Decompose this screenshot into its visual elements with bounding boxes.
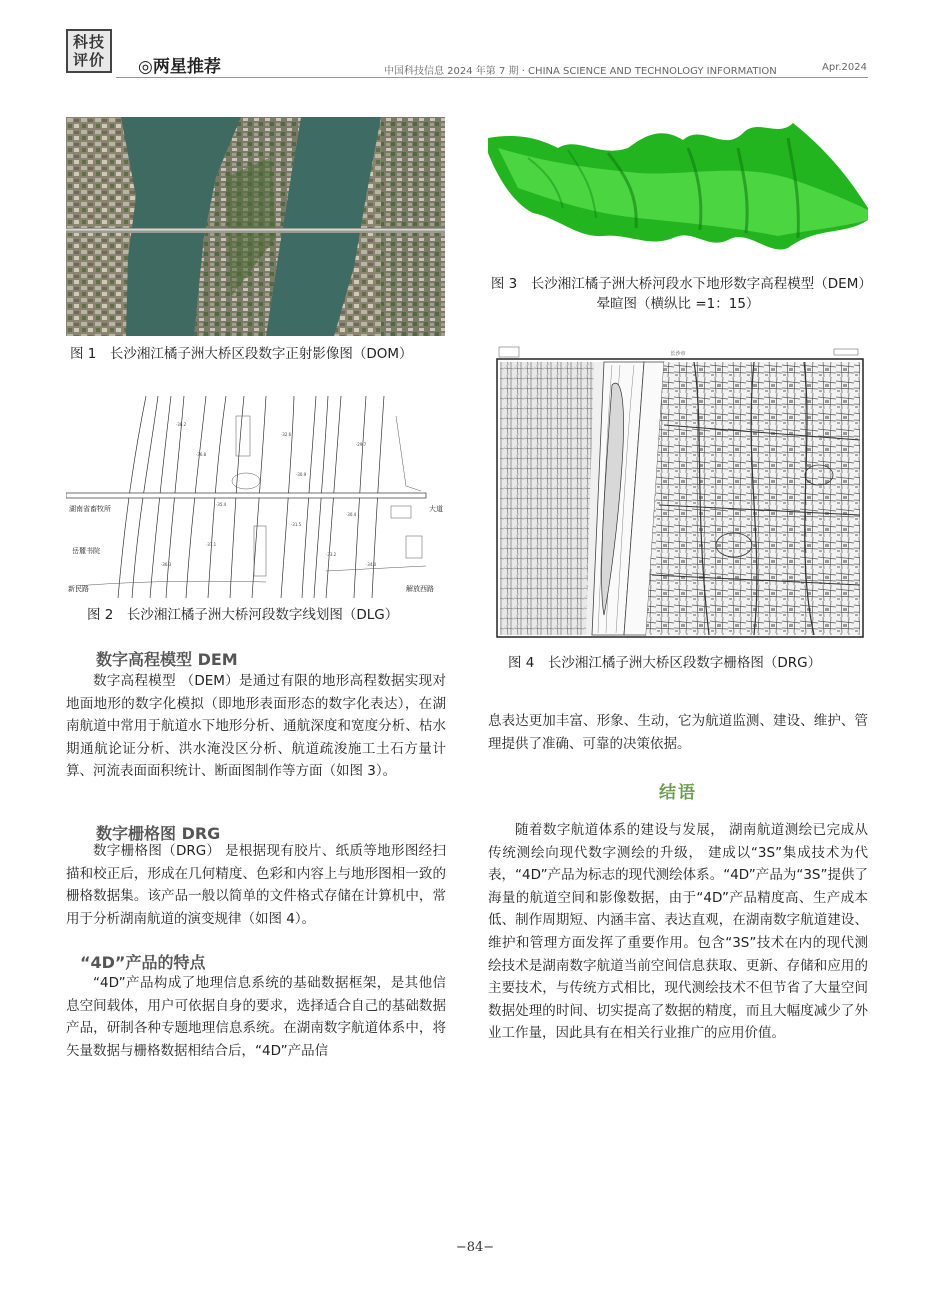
heading-dem: 数字高程模型 DEM (96, 650, 238, 669)
heading-4d-features: “4D”产品的特点 (80, 953, 206, 972)
figure-2-caption: 图 2 长沙湘江橘子洲大桥河段数字线划图（DLG） (87, 607, 399, 623)
figure-2-dlg-map (66, 396, 456, 598)
paragraph-drg: 数字栅格图（DRG） 是根据现有胶片、纸质等地形图经扫描和校正后，形成在几何精度、色彩和内容上与地形图相一致的栅格数据集。该产品一般以简单的文件格式存储在计算机中，常用于分析湖南航道的演变规律（如图 4）。 (66, 843, 446, 927)
svg-text:·30.9: ·30.9 (296, 472, 307, 477)
page-number: −84− (455, 1240, 495, 1255)
dlg-line-drawing (66, 396, 456, 598)
paragraph-continued: 息表达更加丰富、形象、生动，它为航道监测、建设、维护、管理提供了准确、可靠的决策依据。 (488, 713, 868, 752)
svg-text:·35.4: ·35.4 (216, 502, 227, 507)
journal-logo (66, 29, 112, 73)
svg-text:·31.5: ·31.5 (291, 522, 302, 527)
issue-date: Apr.2024 (822, 62, 868, 73)
dom-aerial-photo (66, 117, 445, 336)
svg-text:·36.3: ·36.3 (161, 562, 172, 567)
figure-4-drg-map (494, 345, 866, 641)
dem-shaded-relief (488, 118, 868, 262)
map-label-husbandry-institute: 湖南省畜牧所 (69, 505, 111, 513)
paragraph-conclusion: 随着数字航道体系的建设与发展， 湖南航道测绘已完成从传统测绘向现代数字测绘的升级， 建成以“3S”集成技术为代表，“4D”产品为标志的现代测绘体系。“4D”产品为“3S”提供了海量的航道空间和影像数据，由于“4D”产品精度高、生产成本低、制作周期短、内涵丰富、表达直观，在湖南数字航道建设、维护和管理方面发挥了重要作用。包含“3S”技术在内的现代测绘技术是湖南数字航道当前空间信息获取、更新、存储和应用的主要技术，与传统方式相比，现代测绘技术不但节省了大量空间数据处理的时间、切实提高了数据的精度，而且大幅度减少了外业工作量，因此具有在相关行业推广的应用价值。 (488, 822, 868, 1042)
svg-text:长沙市: 长沙市 (670, 351, 686, 357)
svg-text:·29.7: ·29.7 (356, 442, 367, 447)
paragraph-4d-features: “4D”产品构成了地理信息系统的基础数据框架，是其他信息空间载体，用户可依据自身的要求，选择适合自己的基础数据产品，研制各种专题地理信息系统。在湖南数字航道体系中，将矢量数据与栅格数据相结合后，“4D”产品信 (66, 975, 446, 1059)
map-label-avenue: 大道 (429, 505, 443, 513)
figure-1-caption: 图 1 长沙湘江橘子洲大桥区段数字正射影像图（DOM） (70, 346, 413, 362)
svg-text:·33.2: ·33.2 (326, 552, 337, 557)
figure-4-caption: 图 4 长沙湘江橘子洲大桥区段数字栅格图（DRG） (508, 655, 822, 671)
svg-text:·37.1: ·37.1 (206, 542, 217, 547)
svg-text:·34.0: ·34.0 (366, 562, 377, 567)
map-label-yuelu-academy: 岳麓书院 (72, 547, 100, 555)
svg-text:·30.4: ·30.4 (346, 512, 357, 517)
logo-line-2: 评价 (72, 51, 105, 69)
drg-raster-map (494, 345, 866, 641)
header-rule (116, 77, 868, 78)
journal-name: 中国科技信息 2024 年第 7 期 · CHINA SCIENCE AND TECHNOLOGY INFORMATION (384, 66, 777, 77)
figure-3-dem-model (488, 118, 868, 262)
svg-text:·38.2: ·38.2 (176, 422, 187, 427)
figure-1-dom-image (66, 117, 445, 336)
heading-conclusion: 结语 (659, 783, 697, 803)
figure-3-caption: 图 3 长沙湘江橘子洲大桥河段水下地形数字高程模型（DEM）晕暄图（横纵比 =1：15） (490, 276, 866, 312)
heading-drg: 数字栅格图 DRG (96, 824, 221, 843)
column-title: ◎两星推荐 (138, 57, 221, 77)
paragraph-dem: 数字高程模型 （DEM）是通过有限的地形高程数据实现对地面地形的数字化模拟（即地形表面形态的数字化表达），在湖南航道中常用于航道水下地形分析、通航深度和宽度分析、枯水期通航论证分析、洪水淹没区分析、航道疏浚施工土石方量计算、河流表面面积统计、断面图制作等方面（如图 3）。 (66, 673, 446, 780)
logo-line-1: 科技 (72, 33, 105, 51)
map-label-jiefang-west-road: 解放西路 (406, 585, 434, 593)
svg-text:·36.8: ·36.8 (196, 452, 207, 457)
svg-text:·32.6: ·32.6 (281, 432, 292, 437)
map-label-xinmin-road: 新民路 (68, 585, 89, 593)
